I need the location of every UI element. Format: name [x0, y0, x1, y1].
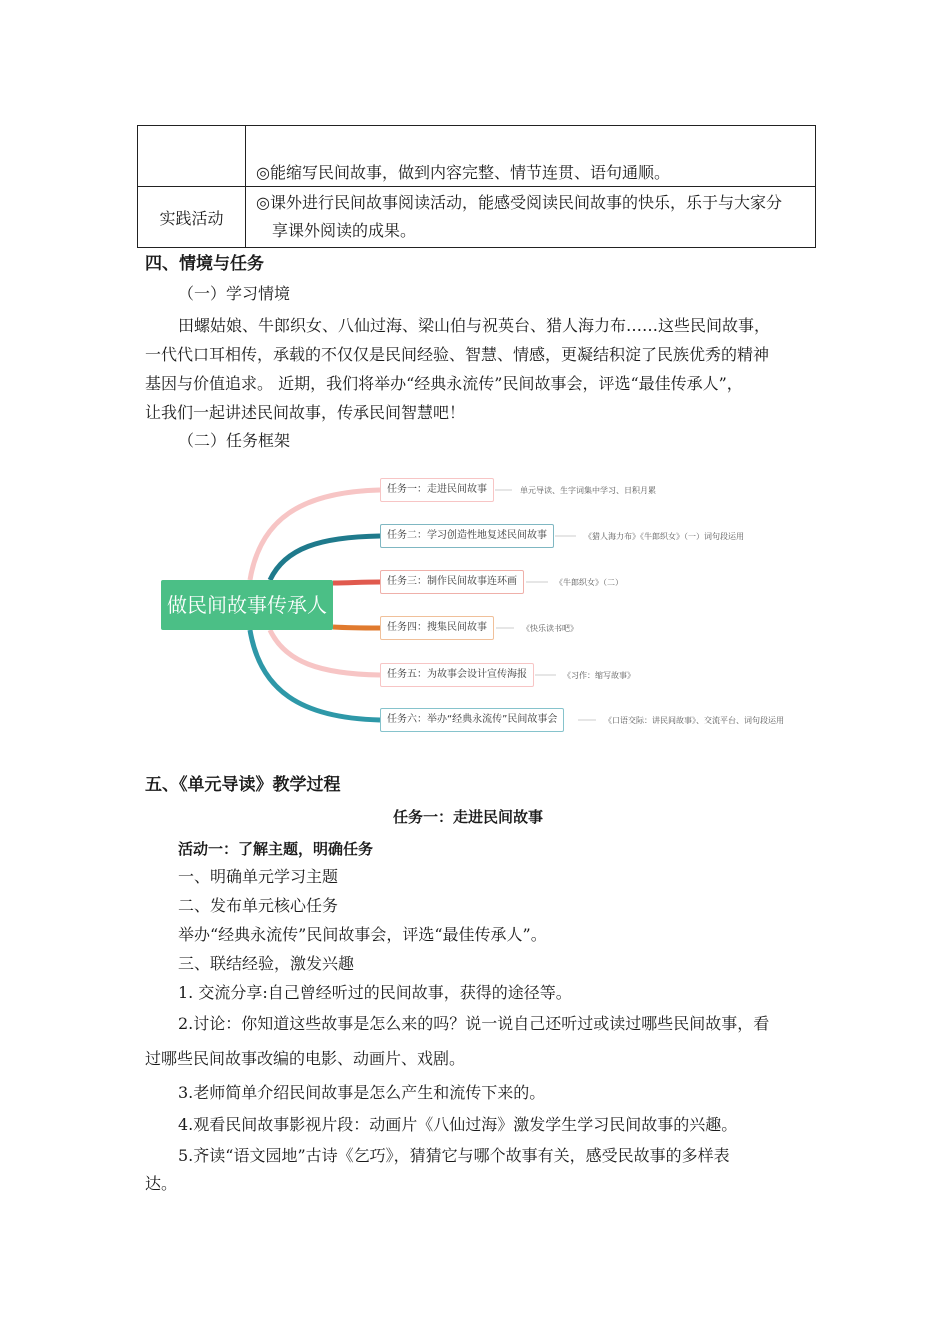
paragraph-line: 让我们一起讲述民间故事，传承民间智慧吧！	[145, 403, 466, 422]
mindmap-task-5: 任务五：为故事会设计宣传海报	[380, 663, 534, 687]
task-title: 任务一：走进民间故事	[393, 808, 544, 826]
branch-line	[333, 582, 380, 583]
body-line: 达。	[145, 1174, 178, 1193]
row-label: 实践活动	[138, 187, 246, 248]
paragraph-line: 一代代口耳相传，承载的不仅仅是民间经验、智慧、情感，更凝结积淀了民族优秀的精神	[145, 345, 770, 364]
subheading: （一）学习情境	[178, 284, 291, 303]
body-line: 三、联结经验，激发兴趣	[178, 954, 355, 973]
objective-text: ◎能缩写民间故事，做到内容完整、情节连贯、语句通顺。	[256, 162, 670, 182]
branch-line	[333, 627, 380, 628]
mindmap-task-2: 任务二：学习创造性地复述民间故事	[380, 524, 554, 548]
mindmap-task-1: 任务一：走进民间故事	[380, 478, 494, 502]
objective-text: ◎课外进行民间故事阅读活动，能感受阅读民间故事的快乐，乐于与大家分	[256, 193, 782, 212]
body-line: 3.老师简单介绍民间故事是怎么产生和流传下来的。	[178, 1083, 546, 1102]
mindmap-note-5: 《习作：缩写故事》	[563, 671, 635, 680]
mindmap-root: 做民间故事传承人	[161, 580, 333, 630]
subheading: （二）任务框架	[178, 431, 291, 450]
section-heading: 五、《单元导读》教学过程	[145, 775, 341, 795]
body-line: 2.讨论：你知道这些故事是怎么来的吗？说一说自己还听过或读过哪些民间故事，看	[178, 1014, 770, 1033]
body-line: 举办“经典永流传”民间故事会，评选“最佳传承人”。	[178, 925, 547, 944]
branch-line	[270, 630, 380, 675]
mindmap-note-2: 《猎人海力布》《牛郎织女》（一）词句段运用	[584, 532, 744, 541]
mindmap-note-6: 《口语交际：讲民间故事》、交流平台、词句段运用	[604, 716, 784, 725]
mindmap-note-3: 《牛郎织女》（二）	[555, 578, 623, 587]
activity-title: 活动一：了解主题，明确任务	[178, 840, 374, 858]
mindmap-note-4: 《快乐读书吧》	[522, 624, 578, 633]
mindmap-task-4: 任务四：搜集民间故事	[380, 616, 494, 640]
mindmap-note-1: 单元导读、生字词集中学习、日积月累	[520, 486, 656, 495]
body-line: 二、发布单元核心任务	[178, 896, 339, 915]
paragraph-line: 基因与价值追求。 近期，我们将举办“经典永流传”民间故事会，评选“最佳传承人”，	[145, 374, 743, 393]
body-line: 1. 交流分享:自己曾经听过的民间故事，获得的途径等。	[178, 983, 572, 1002]
body-line: 5.齐读“语文园地”古诗《乞巧》，猜猜它与哪个故事有关，感受民故事的多样表	[178, 1146, 730, 1165]
body-line: 4.观看民间故事影视片段：动画片《八仙过海》激发学生学习民间故事的兴趣。	[178, 1115, 738, 1134]
section-heading: 四、情境与任务	[145, 254, 264, 274]
mindmap-task-6: 任务六：举办“经典永流传”民间故事会	[380, 708, 564, 732]
body-line: 一、明确单元学习主题	[178, 867, 339, 886]
body-line: 过哪些民间故事改编的电影、动画片、戏剧。	[145, 1049, 466, 1068]
branch-line	[270, 536, 380, 580]
objective-text: 享课外阅读的成果。	[272, 221, 417, 240]
mindmap-task-3: 任务三：制作民间故事连环画	[380, 570, 524, 594]
paragraph-line: 田螺姑娘、牛郎织女、八仙过海、梁山伯与祝英台、猎人海力布……这些民间故事，	[178, 316, 771, 335]
